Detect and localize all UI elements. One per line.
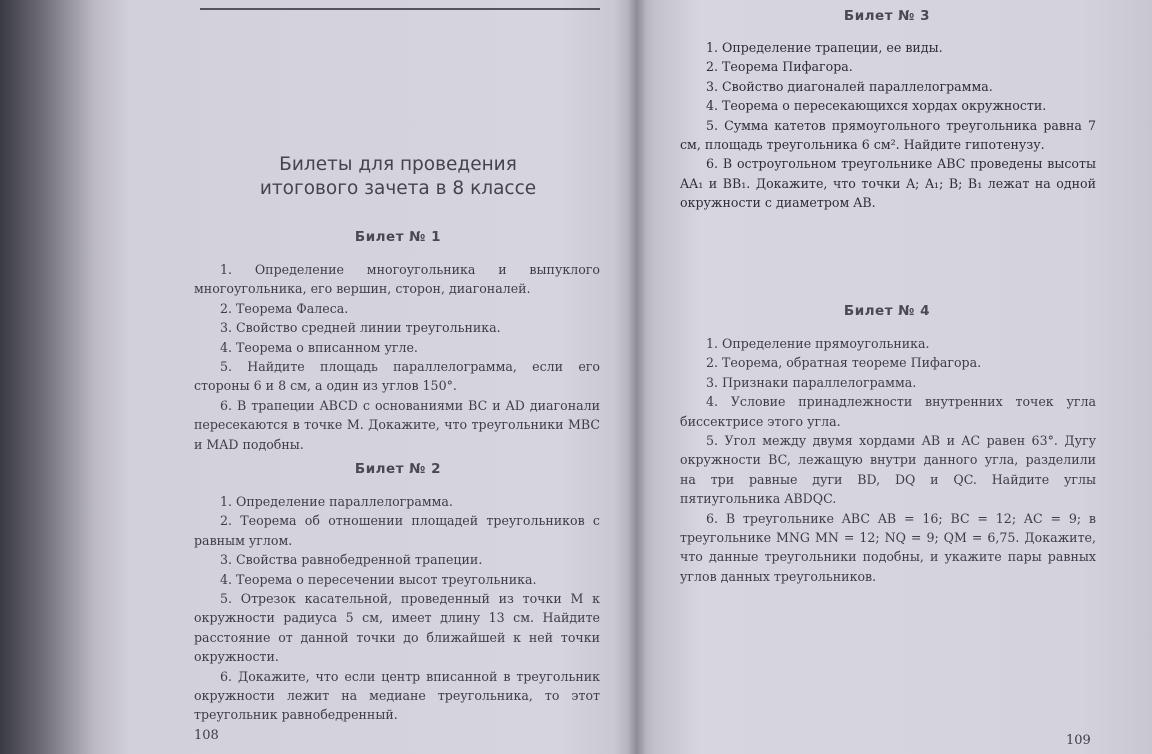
ticket-1-title: Билет № 1 [354, 229, 442, 245]
page-title [188, 153, 608, 201]
ticket-4-item-4: 4. Условие принадлежности внутренних точек угла биссектрисе этого угла. [680, 394, 1096, 429]
ticket-1-items [194, 260, 600, 454]
left-page [188, 0, 608, 754]
page-number-left: 108 [194, 728, 219, 743]
ticket-2-item-6: 6. Докажите, что если центр вписанной в треугольник окружности лежит на медиане треугольника, то этот треугольник равнобедренный. [194, 668, 600, 723]
ticket-2-item-2: 2. Теорема об отношении площадей треугольников с равным углом. [194, 513, 600, 548]
ticket-3-item-2: 2. Теорема Пифагора. [706, 59, 853, 75]
ticket-3-title: Билет № 3 [843, 8, 931, 24]
ticket-1-item-3: 3. Свойство средней линии треугольника. [220, 320, 501, 336]
ticket-2-item-1: 1. Определение параллелограмма. [220, 494, 453, 509]
ticket-3-item-4: 4. Теорема о пересекающихся хордах окружности. [706, 98, 1047, 114]
ticket-4-item-3: 3. Признаки параллелограмма. [706, 374, 917, 390]
title-line-2: итогового зачета в 8 классе [259, 178, 537, 199]
ticket-3-item-3: 3. Свойство диагоналей параллелограмма. [706, 78, 993, 94]
ticket-1-item-6: 6. В трапеции ABCD с основаниями BC и AD диагонали пересекаются в точке M. Докажите, что треугольники MBC и MAD подобны. [194, 397, 600, 452]
ticket-1-item-5: 5. Найдите площадь параллелограмма, если его стороны 6 и 8 см, а один из углов 150°. [194, 359, 600, 394]
ticket-2-items [194, 492, 600, 725]
ticket-3-item-5: 5. Сумма катетов прямоугольного треугольника равна 7 см, площадь треугольника 6 см². Найдите гипотенузу. [680, 117, 1096, 153]
ticket-4-item-5: 5. Угол между двумя хордами AB и AC равен 63°. Дугу окружности BC, лежащую внутри данного угла, разделили на три равные дуги BD, DQ и QC. Найдите углы пятиугольника ABDQC. [680, 433, 1096, 507]
ticket-2-item-4: 4. Теорема о пересечении высот треугольника. [220, 571, 537, 587]
ticket-4-item-2: 2. Теорема, обратная теореме Пифагора. [706, 355, 982, 371]
ticket-3-item-6: 6. В остроугольном треугольнике ABC проведены высоты AA₁ и BB₁. Докажите, что точки A; A₁; B; B₁ лежат на одной окружности с диаметром AB. [680, 156, 1096, 211]
ticket-4-title: Билет № 4 [843, 303, 931, 319]
ticket-1-item-4: 4. Теорема о вписанном угле. [220, 339, 418, 355]
ticket-3-item-1: 1. Определение трапеции, ее виды. [706, 40, 943, 55]
ticket-2-item-5: 5. Отрезок касательной, проведенный из точки M к окружности радиуса 5 см, имеет длину 13 см. Найдите расстояние от данной точки до ближайшей к ней точки окружности. [194, 591, 600, 665]
ticket-4-item-6: 6. В треугольнике ABC AB = 16; BC = 12; AC = 9; в треугольнике MNG MN = 12; NQ = 9; QM = 6,75. Докажите, что данные треугольники подобны, и укажите пары равных углов данных треугольников. [680, 510, 1096, 584]
page-number-right: 109 [1066, 733, 1091, 748]
title-line-1: Билеты для проведения [279, 154, 517, 175]
ticket-4-items [680, 334, 1096, 586]
ticket-2-title: Билет № 2 [354, 461, 442, 477]
book-fold [628, 0, 646, 754]
ticket-1-item-1: 1. Определение многоугольника и выпуклого многоугольника, его вершин, сторон, диагоналей. [194, 262, 600, 297]
ticket-1-item-2: 2. Теорема Фалеса. [220, 300, 349, 316]
ticket-4-item-1: 1. Определение прямоугольника. [706, 336, 930, 351]
header-rule [200, 8, 600, 10]
ticket-2-item-3: 3. Свойства равнобедренной трапеции. [220, 552, 483, 568]
ticket-3-items [680, 38, 1096, 213]
right-page [672, 0, 1102, 754]
